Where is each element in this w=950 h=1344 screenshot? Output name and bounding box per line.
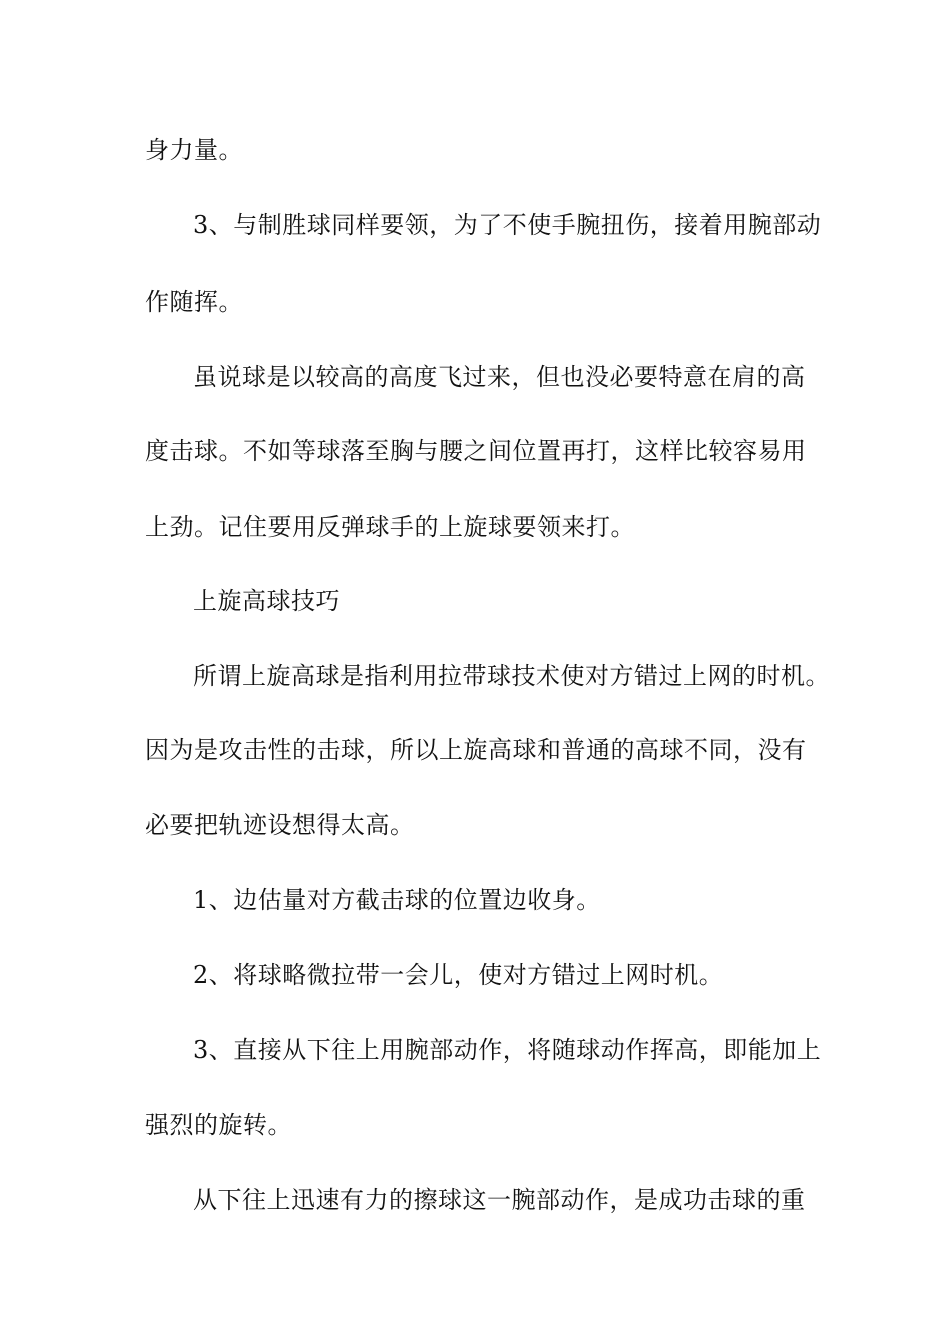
paragraph-line: 上劲。记住要用反弹球手的上旋球要领来打。 (145, 513, 635, 541)
paragraph-line: 因为是攻击性的击球，所以上旋高球和普通的高球不同，没有 (145, 736, 807, 764)
paragraph-line: 必要把轨迹设想得太高。 (145, 811, 415, 839)
paragraph-line: 度击球。不如等球落至胸与腰之间位置再打，这样比较容易用 (145, 437, 807, 465)
list-item: 1、边估量对方截击球的位置边收身。 (193, 886, 601, 914)
paragraph-line: 作随挥。 (145, 288, 243, 316)
paragraph-line: 强烈的旋转。 (145, 1111, 292, 1139)
paragraph-line: 虽说球是以较高的高度飞过来，但也没必要特意在肩的高 (193, 363, 806, 391)
paragraph-line: 身力量。 (145, 136, 243, 164)
paragraph-line: 3、与制胜球同样要领，为了不使手腕扭伤，接着用腕部动 (193, 211, 822, 239)
paragraph-line: 从下往上迅速有力的擦球这一腕部动作，是成功击球的重 (193, 1186, 806, 1214)
list-item: 2、将球略微拉带一会儿，使对方错过上网时机。 (193, 961, 724, 989)
list-item: 3、直接从下往上用腕部动作，将随球动作挥高，即能加上 (193, 1036, 822, 1064)
paragraph-line: 所谓上旋高球是指利用拉带球技术使对方错过上网的时机。 (193, 662, 830, 690)
section-heading: 上旋高球技巧 (193, 587, 340, 615)
